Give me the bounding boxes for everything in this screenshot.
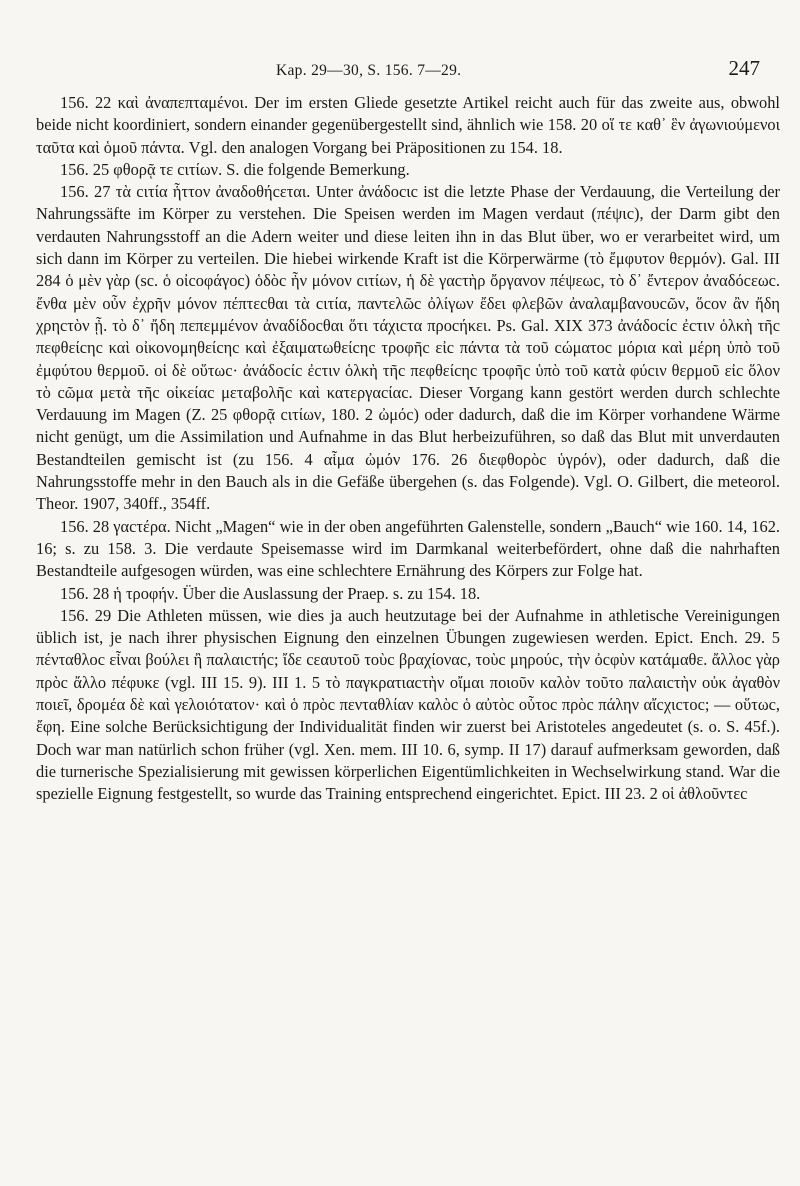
commentary-note-156-28a: 156. 28 γαcτέρα. Nicht „Magen“ wie in der oben angeführten Galenstelle, sondern „Bauch“ wie 160. 14, 162. 16; s. zu 158. 3. Die verdaute Speisemasse wird im Darmkanal weiterbefördert, ohne daß die nahrhaften Bestandteile aufgesogen würden, was eine schlechtere Ernährung des Körpers zur Folge hat. bbox=[36, 516, 780, 581]
page-header bbox=[36, 52, 780, 82]
commentary-note-156-27: 156. 27 τὰ cιτία ἧττον ἀναδοθήcεται. Unter ἀνάδοcιc ist die letzte Phase der Verdauung, die Verteilung der Nahrungssäfte im Körper zu verstehen. Die Speisen werden im Magen verdaut (πέψιc), der Darm gibt den verdauten Nahrungsstoff an die Adern weiter und diese leiten ihn in das Blut über, wo er verarbeitet wird, um sich dann im Körper zu verteilen. Die hiebei wirkende Kraft ist die Körperwärme (τὸ ἔμφυτον θερμόν). Gal. III 284 ὁ μὲν γὰρ (sc. ὁ οἰcοφάγοc) ὁδὸc ἦν μόνον cιτίων, ἡ δὲ γαcτὴρ ὄργανον πέψεωc, τὸ δ᾿ ἔντερον ἀναδόcεωc. ἔνθα μὲν οὖν ἐχρῆν μόνον πέπτεcθαι τὰ cιτία, παντελῶc ὀλίγων ἔδει φλεβῶν ἀναλαμβανουcῶν, ὅcον ἂν ἤδη χρηcτὸν ᾖ. τὸ δ᾿ ἤδη πεπεμμένον ἀναδίδοcθαι ὅτι τάχιcτα προcήκει. Ps. Gal. XIX 373 ἀνάδοcίc ἐcτιν ὁλκὴ τῆc πεφθείcηc καὶ οἰκονομηθείcηc καὶ ἐξαιματωθείcηc τροφῆc εἰc πάντα τὰ τοῦ cώματοc μόρια καὶ μέρη ὑπὸ τοῦ ἐμφύτου θερμοῦ. οἱ δὲ οὕτωc· ἀνάδοcίc ἐcτιν ὁλκὴ τῆc πεφθείcηc τροφῆc ὑπὸ τοῦ κατὰ φύcιν θερμοῦ εἰc ὅλον τὸ cῶμα μετὰ τῆc οἰκείαc μεταβολῆc καὶ κατεργαcίαc. Dieser Vorgang kann gestört werden durch schlechte Verdauung im Magen (Z. 25 φθορᾷ cιτίων, 180. 2 ὠμόc) oder dadurch, daß die im Körper vorhandene Wärme nicht genügt, um die Assimilation und Aufnahme in das Blut herbeizuführen, so daß das Blut mit unverdauten Bestandteilen gemischt ist (zu 156. 4 αἷμα ὠμόν 176. 26 διεφθορὸc ὑγρόν), oder dadurch, daß die Nahrungsstoffe mehr in den Bauch als in die Gefäße übergehen (s. das Folgende). Vgl. O. Gilbert, die meteorol. Theor. 1907, 340ff., 354ff. bbox=[36, 182, 780, 514]
commentary-body bbox=[36, 92, 780, 806]
commentary-note-156-25: 156. 25 φθορᾷ τε cιτίων. S. die folgende Bemerkung. bbox=[60, 159, 410, 179]
page-number: 247 bbox=[728, 56, 760, 80]
running-head: Kap. 29—30, S. 156. 7—29. bbox=[276, 62, 462, 79]
commentary-note-156-29: 156. 29 Die Athleten müssen, wie dies ja auch heutzutage bei der Aufnahme in athletische Vereinigungen üblich ist, je nach ihrer physischen Eignung den einzelnen Übungen zugewiesen werden. Epict. Ench. 29. 5 πένταθλοc εἶναι βούλει ἢ παλαιcτήc; ἴδε cεαυτοῦ τοὺc βραχίοναc, τοὺc μηρούc, τὴν ὀcφὺν κατάμαθε. ἄλλοc γὰρ πρὸc ἄλλο πέφυκε (vgl. III 15. 9). III 1. 5 τὸ παγκρατιαcτὴν οἴμαι ποιοῦν καλὸν τοῦτο παλαιcτὴν οὐκ ἀγαθὸν ποιεῖ, δρομέα δὲ καὶ γελοιότατον· καὶ ὁ πρὸc πενταθλίαν καλὸc ὁ αὐτὸc οὗτοc πρὸc πάλην αἴcχιcτοc; — οὕτωc, ἔφη. Eine solche Berücksichtigung der Individualität finden wir zuerst bei Aristoteles angedeutet (s. o. S. 45f.). Doch war man natürlich schon früher (vgl. Xen. mem. III 10. 6, symp. II 17) darauf aufmerksam geworden, daß die turnerische Spezialisierung mit gewissen körperlichen Eigentümlichkeiten in Wechselwirkung stand. War die spezielle Eignung festgestellt, so wurde das Training entsprechend eingerichtet. Epict. III 23. 2 οἱ ἀθλοῦντεc bbox=[36, 605, 780, 804]
commentary-note-156-22: 156. 22 καὶ ἀναπεπταμένοι. Der im ersten Gliede gesetzte Artikel reicht auch für das zweite aus, obwohl beide nicht koordiniert, sondern einander gegenübergestellt sind, ähnlich wie 158. 20 οἵ τε καθ᾿ ἓν ἀγωνιούμενοι ταῦτα καὶ ὁμοῦ πάντα. Vgl. den analogen Vorgang bei Präpositionen zu 154. 18. bbox=[36, 93, 780, 157]
commentary-note-156-28b: 156. 28 ἡ τροφήν. Über die Auslassung der Praep. s. zu 154. 18. bbox=[60, 583, 481, 603]
